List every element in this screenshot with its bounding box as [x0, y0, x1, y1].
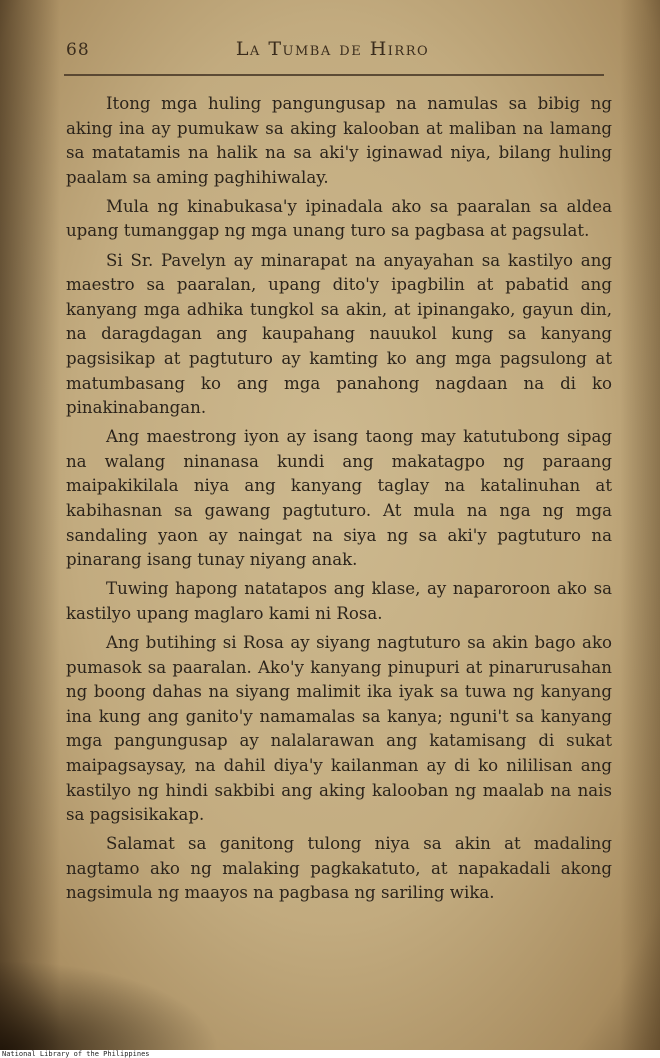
running-title: La Tumba de Hirro — [235, 38, 430, 60]
body-text — [66, 92, 612, 906]
paragraph: Salamat sa ganitong tulong niya sa akin at madaling nagtamo ako ng malaking pagkakatuto, at napakadali akong nagsimula ng maayos na pagbasa ng sariling wika. — [66, 834, 612, 903]
paragraph: Mula ng kinabukasa'y ipinadala ako sa paaralan sa aldea upang tumanggap ng mga unang turo sa pagbasa at pagsulat. — [66, 196, 612, 241]
page-header — [60, 36, 605, 66]
paragraph: Si Sr. Pavelyn ay minarapat na anyayahan sa kastilyo ang maestro sa paaralan, upang dito'y ipagbilin at pabatid ang kanyang mga adhika tungkol sa akin, at ipinangako, gayun din, na daragdagan ang kaupahang nauukol kung sa kanyang pagsisikap at pagtuturo ay kamting ko ang mga pagsulong at matumbasang ko ang mga panahong nagdaan na di ko pinakinabangan. — [66, 250, 612, 418]
corner-shadow — [0, 960, 220, 1050]
page-number: 68 — [66, 40, 90, 60]
paragraph: Tuwing hapong natatapos ang klase, ay naparoroon ako sa kastilyo upang maglaro kami ni Rosa. — [66, 579, 612, 623]
header-rule — [64, 74, 604, 76]
spine-shadow — [0, 0, 60, 1050]
paragraph: Itong mga huling pangungusap na namulas sa bibig ng aking ina ay pumukaw sa aking kalooban at maliban na lamang sa matatamis na halik na sa aki'y iginawad niya, bilang huling paalam sa aming paghihiwalay. — [66, 94, 612, 187]
footer-credit: National Library of the Philippines — [2, 1050, 150, 1058]
paragraph: Ang maestrong iyon ay isang taong may katutubong sipag na walang ninanasa kundi ang makatagpo ng paraang maipakikilala niya ang kanyang taglay na katalinuhan at kabihasnan sa gawang pagtuturo. At mula na nga ng mga sandaling yaon ay naingat na siya ng sa aki'y pagtuturo na pinarang isang tunay niyang anak. — [66, 427, 612, 570]
paragraph: Ang butihing si Rosa ay siyang nagtuturo sa akin bago ako pumasok sa paaralan. Ako'y kanyang pinupuri at pinarurusahan ng boong dahas na siyang malimit ika iyak sa tuwa ng kanyang ina kung ang ganito'y namamalas sa kanya; nguni't sa kanyang mga pangungusap ay nalalarawan ang katamisang di sukat maipagsaysay, na dahil diya'y kailanman ay di ko nililisan ang kastilyo ng hindi sakbibi ang aking kalooban ng maalab na nais sa pagsisikakap. — [66, 632, 612, 825]
edge-shadow — [620, 0, 660, 1050]
